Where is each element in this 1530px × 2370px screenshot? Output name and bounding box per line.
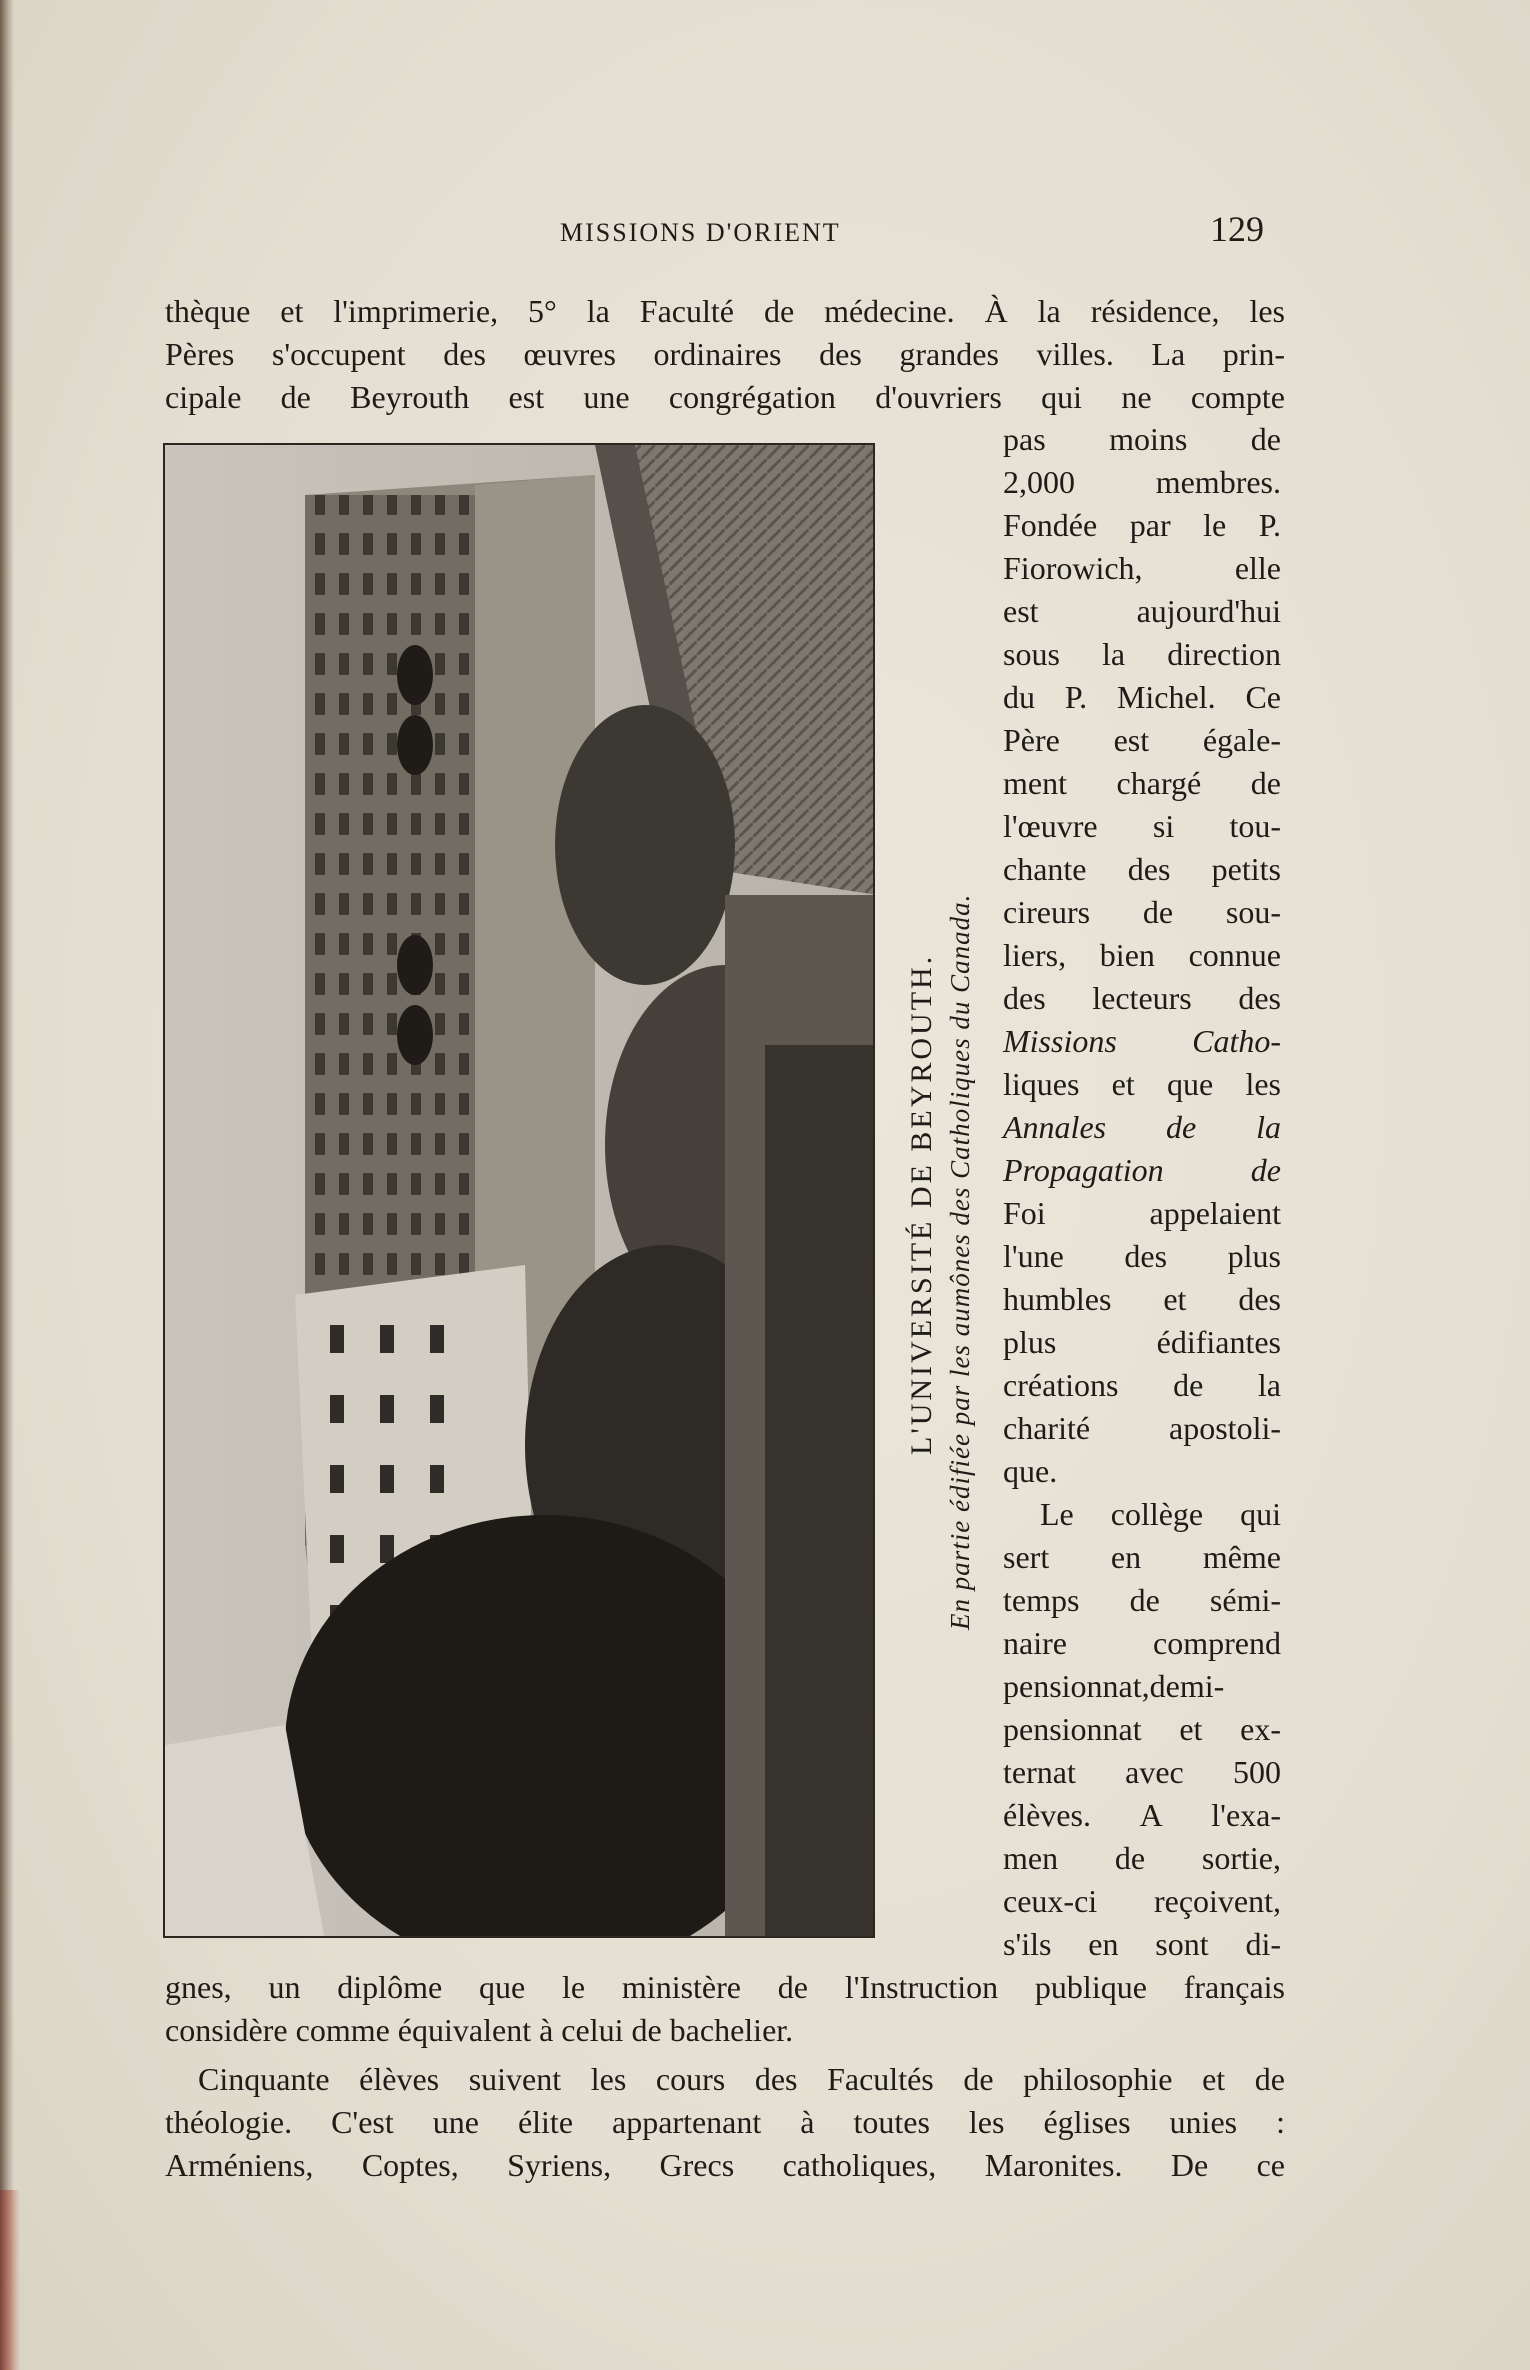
- column-line: ment chargé de: [1003, 765, 1281, 801]
- building-photo-image: [165, 445, 875, 1938]
- body-line: considère comme équivalent à celui de bachelier.: [165, 2012, 794, 2048]
- column-line: ternat avec 500: [1003, 1754, 1281, 1790]
- column-line: men de sortie,: [1003, 1840, 1281, 1876]
- page-number: 129: [1210, 209, 1264, 249]
- body-line: Arméniens, Coptes, Syriens, Grecs catholiques, Maronites. De ce: [165, 2147, 1285, 2183]
- column-line: Fiorowich, elle: [1003, 550, 1281, 586]
- column-line: sert en même: [1003, 1539, 1281, 1575]
- column-line: Missions Catho-: [1003, 1023, 1281, 1059]
- column-line: du P. Michel. Ce: [1003, 679, 1281, 715]
- column-line: cireurs de sou-: [1003, 894, 1281, 930]
- column-line: l'une des plus: [1003, 1238, 1281, 1274]
- column-line: humbles et des: [1003, 1281, 1281, 1317]
- page-edge-shadow: [0, 0, 14, 2370]
- figure-caption-title: L'UNIVERSITÉ DE BEYROUTH.: [905, 953, 938, 1455]
- column-line: sous la direction: [1003, 636, 1281, 672]
- body-line: cipale de Beyrouth est une congrégation d'ouvriers qui ne compte: [165, 379, 1285, 415]
- column-line: que.: [1003, 1453, 1058, 1489]
- column-line: Annales de la: [1003, 1109, 1281, 1145]
- column-line: Le collège qui: [1040, 1496, 1281, 1532]
- column-line: temps de sémi-: [1003, 1582, 1281, 1618]
- column-line: élèves. A l'exa-: [1003, 1797, 1281, 1833]
- column-line: pensionnat,demi-: [1003, 1668, 1225, 1704]
- running-head: MISSIONS D'ORIENT: [560, 218, 841, 247]
- column-line: naire comprend: [1003, 1625, 1281, 1661]
- column-line: plus édifiantes: [1003, 1324, 1281, 1360]
- column-line: pas moins de: [1003, 421, 1281, 457]
- column-line: liques et que les: [1003, 1066, 1281, 1102]
- column-line: est aujourd'hui: [1003, 593, 1281, 629]
- column-line: Père est égale-: [1003, 722, 1281, 758]
- column-line: liers, bien connue: [1003, 937, 1281, 973]
- column-line: ceux-ci reçoivent,: [1003, 1883, 1281, 1919]
- column-line: l'œuvre si tou-: [1003, 808, 1281, 844]
- column-line: s'ils en sont di-: [1003, 1926, 1281, 1962]
- column-line: Propagation de: [1003, 1152, 1281, 1188]
- body-line: Pères s'occupent des œuvres ordinaires des grandes villes. La prin-: [165, 336, 1285, 372]
- column-line: charité apostoli-: [1003, 1410, 1281, 1446]
- column-line: des lecteurs des: [1003, 980, 1281, 1016]
- body-line: Cinquante élèves suivent les cours des Facultés de philosophie et de: [198, 2061, 1285, 2097]
- column-line: Foi appelaient: [1003, 1195, 1281, 1231]
- column-line: chante des petits: [1003, 851, 1281, 887]
- column-line: 2,000 membres.: [1003, 464, 1281, 500]
- body-line: gnes, un diplôme que le ministère de l'Instruction publique français: [165, 1969, 1285, 2005]
- body-line: thèque et l'imprimerie, 5° la Faculté de médecine. À la résidence, les: [165, 293, 1285, 329]
- body-line: théologie. C'est une élite appartenant à toutes les églises unies :: [165, 2104, 1285, 2140]
- column-line: Fondée par le P.: [1003, 507, 1281, 543]
- figure-caption-subtitle: En partie édifiée par les aumônes des Catholiques du Canada.: [945, 893, 975, 1630]
- page-edge-stain: [0, 2190, 20, 2370]
- column-line: pensionnat et ex-: [1003, 1711, 1281, 1747]
- column-line: créations de la: [1003, 1367, 1281, 1403]
- photo-plate-university-building: [163, 443, 875, 1938]
